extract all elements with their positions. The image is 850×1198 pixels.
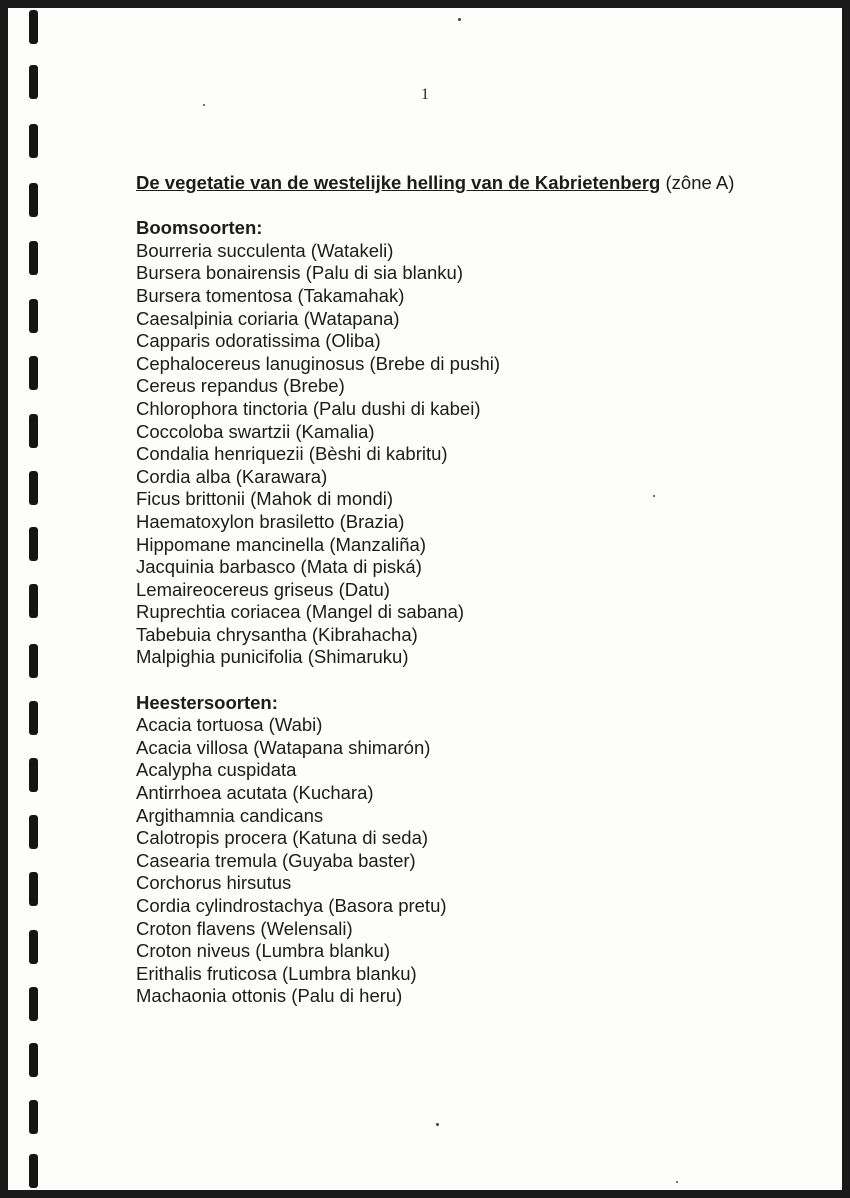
- species-item: Casearia tremula (Guyaba baster): [136, 849, 416, 871]
- species-item: Cordia cylindrostachya (Basora pretu): [136, 895, 447, 916]
- document-title: [136, 172, 766, 195]
- species-item: Lemaireocereus griseus (Datu): [136, 578, 390, 600]
- document-page: [8, 8, 842, 1190]
- dust-speck: [676, 1181, 678, 1183]
- binding-hole: [29, 10, 38, 44]
- species-item: Acacia villosa (Watapana shimarón): [136, 736, 431, 758]
- binding-hole: [29, 758, 38, 792]
- document-body: [136, 172, 766, 1008]
- binding-hole: [29, 584, 38, 618]
- species-item: Corchorus hirsutus: [136, 872, 292, 894]
- species-item: Bursera bonairensis (Palu di sia blanku): [136, 262, 464, 284]
- binding-hole: [29, 241, 38, 275]
- binding-hole: [29, 356, 38, 390]
- species-item: Ruprechtia coriacea (Mangel di sabana): [136, 601, 465, 623]
- dust-speck: [203, 104, 205, 106]
- species-item: Antirrhoea acutata (Kuchara): [136, 782, 374, 804]
- species-item: Ficus brittonii (Mahok di mondi): [136, 488, 394, 510]
- species-item: Malpighia punicifolia (Shimaruku): [136, 646, 409, 668]
- species-item: Hippomane mancinella (Manzaliña): [136, 533, 426, 555]
- species-item: Cordia alba (Karawara): [136, 465, 328, 487]
- binding-hole: [29, 471, 38, 505]
- binding-hole: [29, 527, 38, 561]
- binding-hole: [29, 299, 38, 333]
- species-item: Jacquinia barbasco (Mata di piská): [136, 556, 422, 578]
- species-item: Condalia henriquezii (Bèshi di kabritu): [136, 443, 448, 465]
- species-item: Tabebuia chrysantha (Kibrahacha): [136, 623, 418, 645]
- dust-speck: [458, 18, 461, 21]
- species-item: Machaonia ottonis (Palu di heru): [136, 985, 403, 1007]
- species-item: Cereus repandus (Brebe): [136, 375, 345, 397]
- binding-hole: [29, 987, 38, 1021]
- species-item: Acalypha cuspidata: [136, 759, 297, 781]
- binding-hole: [29, 644, 38, 678]
- binding-hole: [29, 124, 38, 158]
- species-item: Haematoxylon brasiletto (Brazia): [136, 510, 405, 532]
- species-item: Capparis odoratissima (Oliba): [136, 330, 381, 352]
- binding-hole: [29, 414, 38, 448]
- binding-hole: [29, 930, 38, 964]
- species-item: Calotropis procera (Katuna di seda): [136, 827, 429, 849]
- species-item: Bursera tomentosa (Takamahak): [136, 284, 405, 306]
- binding-hole: [29, 1154, 38, 1188]
- species-list: [136, 240, 766, 669]
- species-list: [136, 714, 766, 1008]
- species-item: Caesalpinia coriaria (Watapana): [136, 307, 400, 329]
- species-item: Croton niveus (Lumbra blanku): [136, 940, 390, 962]
- title-suffix: (zône A): [660, 172, 735, 193]
- species-item: Croton flavens (Welensali): [136, 917, 353, 939]
- species-item: Acacia tortuosa (Wabi): [136, 714, 323, 736]
- species-item: Argithamnia candicans: [136, 804, 324, 826]
- binding-hole: [29, 183, 38, 217]
- page-number: 1: [421, 86, 429, 103]
- binding-hole: [29, 815, 38, 849]
- section-heading: Heestersoorten:: [136, 691, 278, 713]
- species-item: Cephalocereus lanuginosus (Brebe di pushi): [136, 352, 501, 374]
- binding-hole: [29, 1043, 38, 1077]
- binding-hole: [29, 701, 38, 735]
- section-boomsoorten: [136, 217, 766, 669]
- section-heading: Boomsoorten:: [136, 217, 263, 239]
- species-item: Chlorophora tinctoria (Palu dushi di kabei): [136, 397, 481, 419]
- dust-speck: [436, 1123, 439, 1126]
- species-item: Bourreria succulenta (Watakeli): [136, 239, 394, 261]
- section-heestersoorten: [136, 692, 766, 1008]
- binding-hole: [29, 1100, 38, 1134]
- species-item: Erithalis fruticosa (Lumbra blanku): [136, 962, 417, 984]
- binding-hole: [29, 872, 38, 906]
- species-item: Coccoloba swartzii (Kamalia): [136, 420, 375, 442]
- title-main: De vegetatie van de westelijke helling van de Kabrietenberg: [136, 172, 661, 193]
